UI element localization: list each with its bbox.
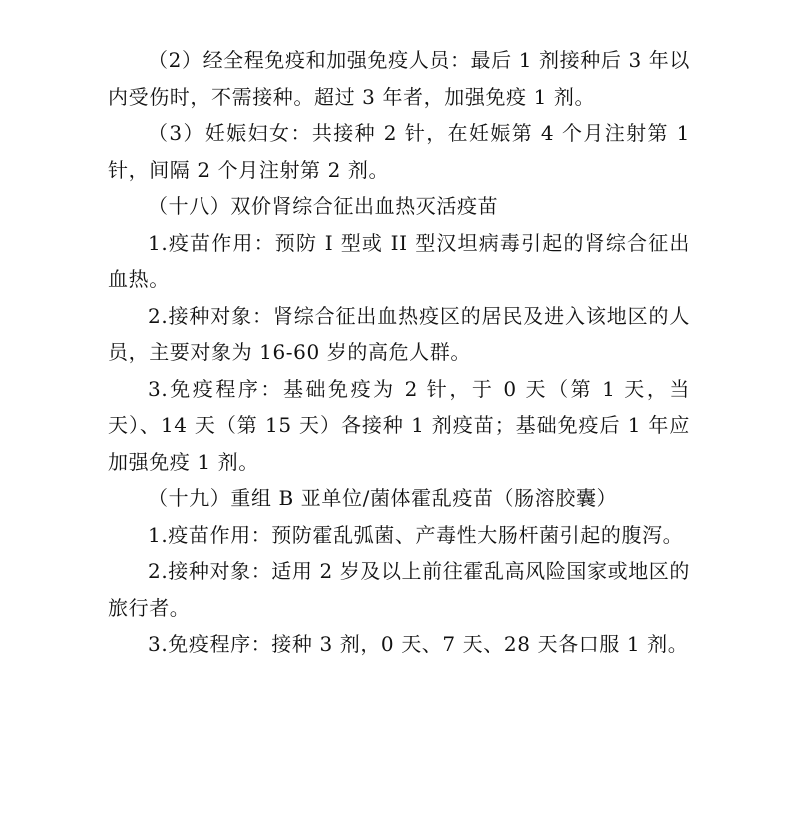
paragraph-cholera-schedule: 3.免疫程序：接种 3 剂，0 天、7 天、28 天各口服 1 剂。 <box>148 632 689 656</box>
section-heading-hfrs-vaccine: （十八）双价肾综合征出血热灭活疫苗 <box>148 194 499 218</box>
paragraph-hfrs-schedule: 3.免疫程序：基础免疫为 2 针，于 0 天（第 1 天，当天）、14 天（第 15 天）各接种 1 剂疫苗；基础免疫后 1 年应加强免疫 1 剂。 <box>108 376 690 474</box>
paragraph-hfrs-target: 2.接种对象：肾综合征出血热疫区的居民及进入该地区的人员，主要对象为 16-60 岁的高危人群。 <box>108 303 690 364</box>
document-body <box>108 42 690 663</box>
section-heading-cholera-vaccine: （十九）重组 B 亚单位/菌体霍乱疫苗（肠溶胶囊） <box>148 486 618 510</box>
paragraph-cholera-target: 2.接种对象：适用 2 岁及以上前往霍乱高风险国家或地区的旅行者。 <box>108 559 690 620</box>
paragraph-hfrs-effect: 1.疫苗作用：预防 I 型或 II 型汉坦病毒引起的肾综合征出血热。 <box>108 230 690 291</box>
paragraph-tetanus-boosted: （2）经全程免疫和加强免疫人员：最后 1 剂接种后 3 年以内受伤时，不需接种。超过 3 年者，加强免疫 1 剂。 <box>108 48 690 109</box>
paragraph-tetanus-pregnant: （3）妊娠妇女：共接种 2 针，在妊娠第 4 个月注射第 1 针，间隔 2 个月注射第 2 剂。 <box>108 121 690 182</box>
paragraph-cholera-effect: 1.疫苗作用：预防霍乱弧菌、产毒性大肠杆菌引起的腹泻。 <box>148 522 684 547</box>
